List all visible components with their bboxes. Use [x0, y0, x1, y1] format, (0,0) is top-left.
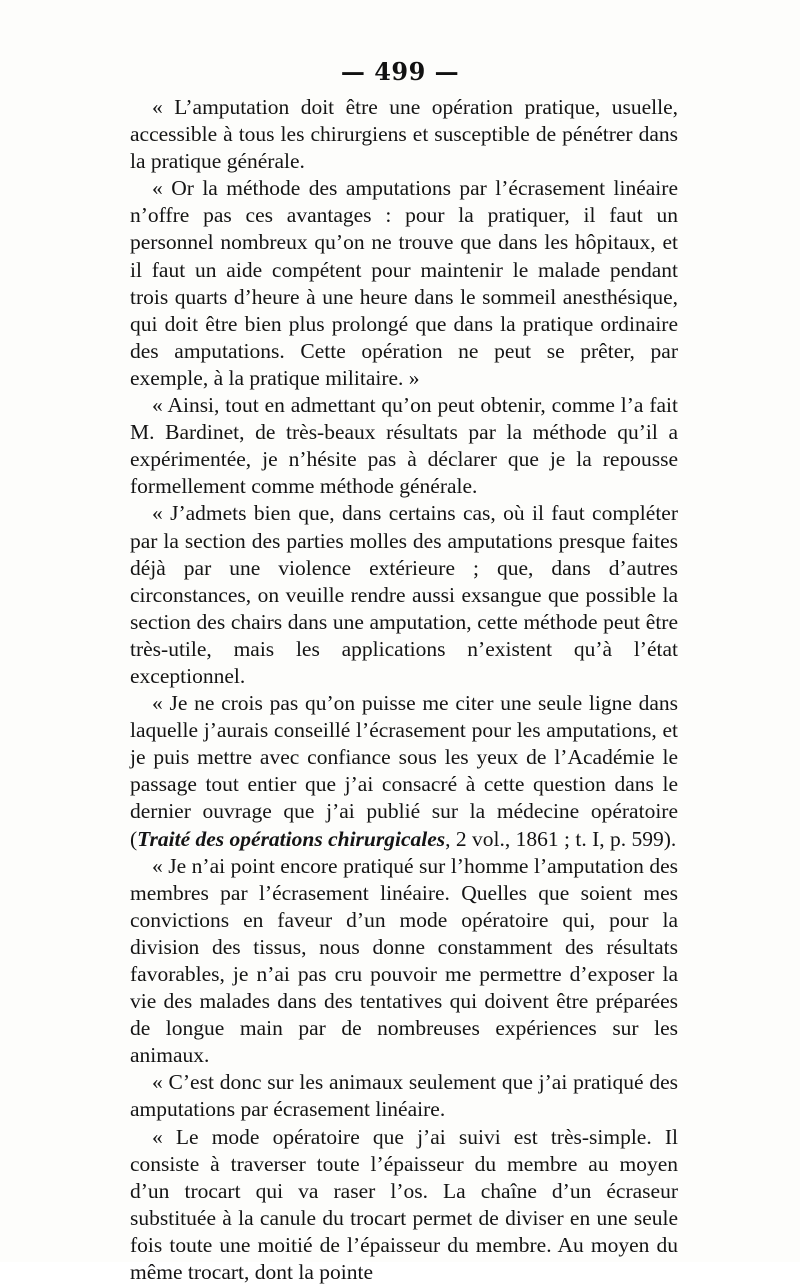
paragraph: « Or la méthode des amputations par l’écrasement linéaire n’offre pas ces avantages : pour la pratiquer, il faut un personnel nombreux qu’on ne trouve que dans les hôpitaux, et il faut un aide compétent pour maintenir le malade pendant trois quarts d’heure à une heure dans le sommeil anesthésique, qui doit être bien plus prolongé que dans la pratique ordinaire des amputations. Cette opération ne peut se prêter, par exemple, à la pratique militaire. » [130, 176, 678, 390]
citation-text-before: « Je ne crois pas qu’on puisse me citer une seule ligne dans laquelle j’aurais conseillé l’écrasement pour les amputations, et je puis mettre avec confiance sous les yeux de l’Académie le passage tout entier que j’ai consacré à cette question dans le dernier ouvrage que j’ai publié sur la médecine opératoire ( [130, 691, 678, 851]
paragraph: « J’admets bien que, dans certains cas, où il faut compléter par la section des parties molles des amputations presque faites déjà par une violence extérieure ; que, dans d’autres circonstances, on veuille rendre aussi exsangue que possible la section des chairs dans une amputation, cette méthode peut être très-utile, mais les applications n’existent qu’à l’état exceptionnel. [130, 501, 678, 688]
book-title: Traité des opérations chirurgicales [137, 826, 446, 851]
page-number: — 499 — [340, 57, 460, 86]
paragraph: « L’amputation doit être une opération pratique, usuelle, accessible à tous les chirurgiens et susceptible de pénétrer dans la pratique générale. [130, 95, 678, 174]
paragraph-citation [130, 690, 678, 853]
paragraph: « Je n’ai point encore pratiqué sur l’homme l’amputation des membres par l’écrasement linéaire. Quelles que soient mes convictions en faveur d’un mode opératoire qui, pour la division des tissus, nous donne constamment des résultats favorables, je n’ai pas cru pouvoir me permettre d’exposer la vie des malades dans des tentatives qui doivent être préparées de longue main par de nombreuses expériences sur les animaux. [130, 853, 678, 1068]
paragraph: « Le mode opératoire que j’ai suivi est très-simple. Il consiste à traverser toute l’épaisseur du membre au moyen d’un trocart qui va raser l’os. La chaîne d’un écraseur substituée à la canule du trocart permet de diviser en une seule fois toute une moitié de l’épaisseur du membre. Au moyen du même trocart, dont la pointe [130, 1124, 678, 1285]
paragraph: « Ainsi, tout en admettant qu’on peut obtenir, comme l’a fait M. Bardinet, de très-beaux résultats par la méthode qu’il a expérimentée, je n’hésite pas à déclarer que je la repousse formellement comme méthode générale. [130, 393, 678, 499]
citation-text-after: , 2 vol., 1861 ; t. I, p. 599). [445, 826, 677, 851]
body-text [130, 94, 678, 1286]
paragraph: « C’est donc sur les animaux seulement que j’ai pratiqué des amputations par écrasement linéaire. [130, 1070, 678, 1122]
